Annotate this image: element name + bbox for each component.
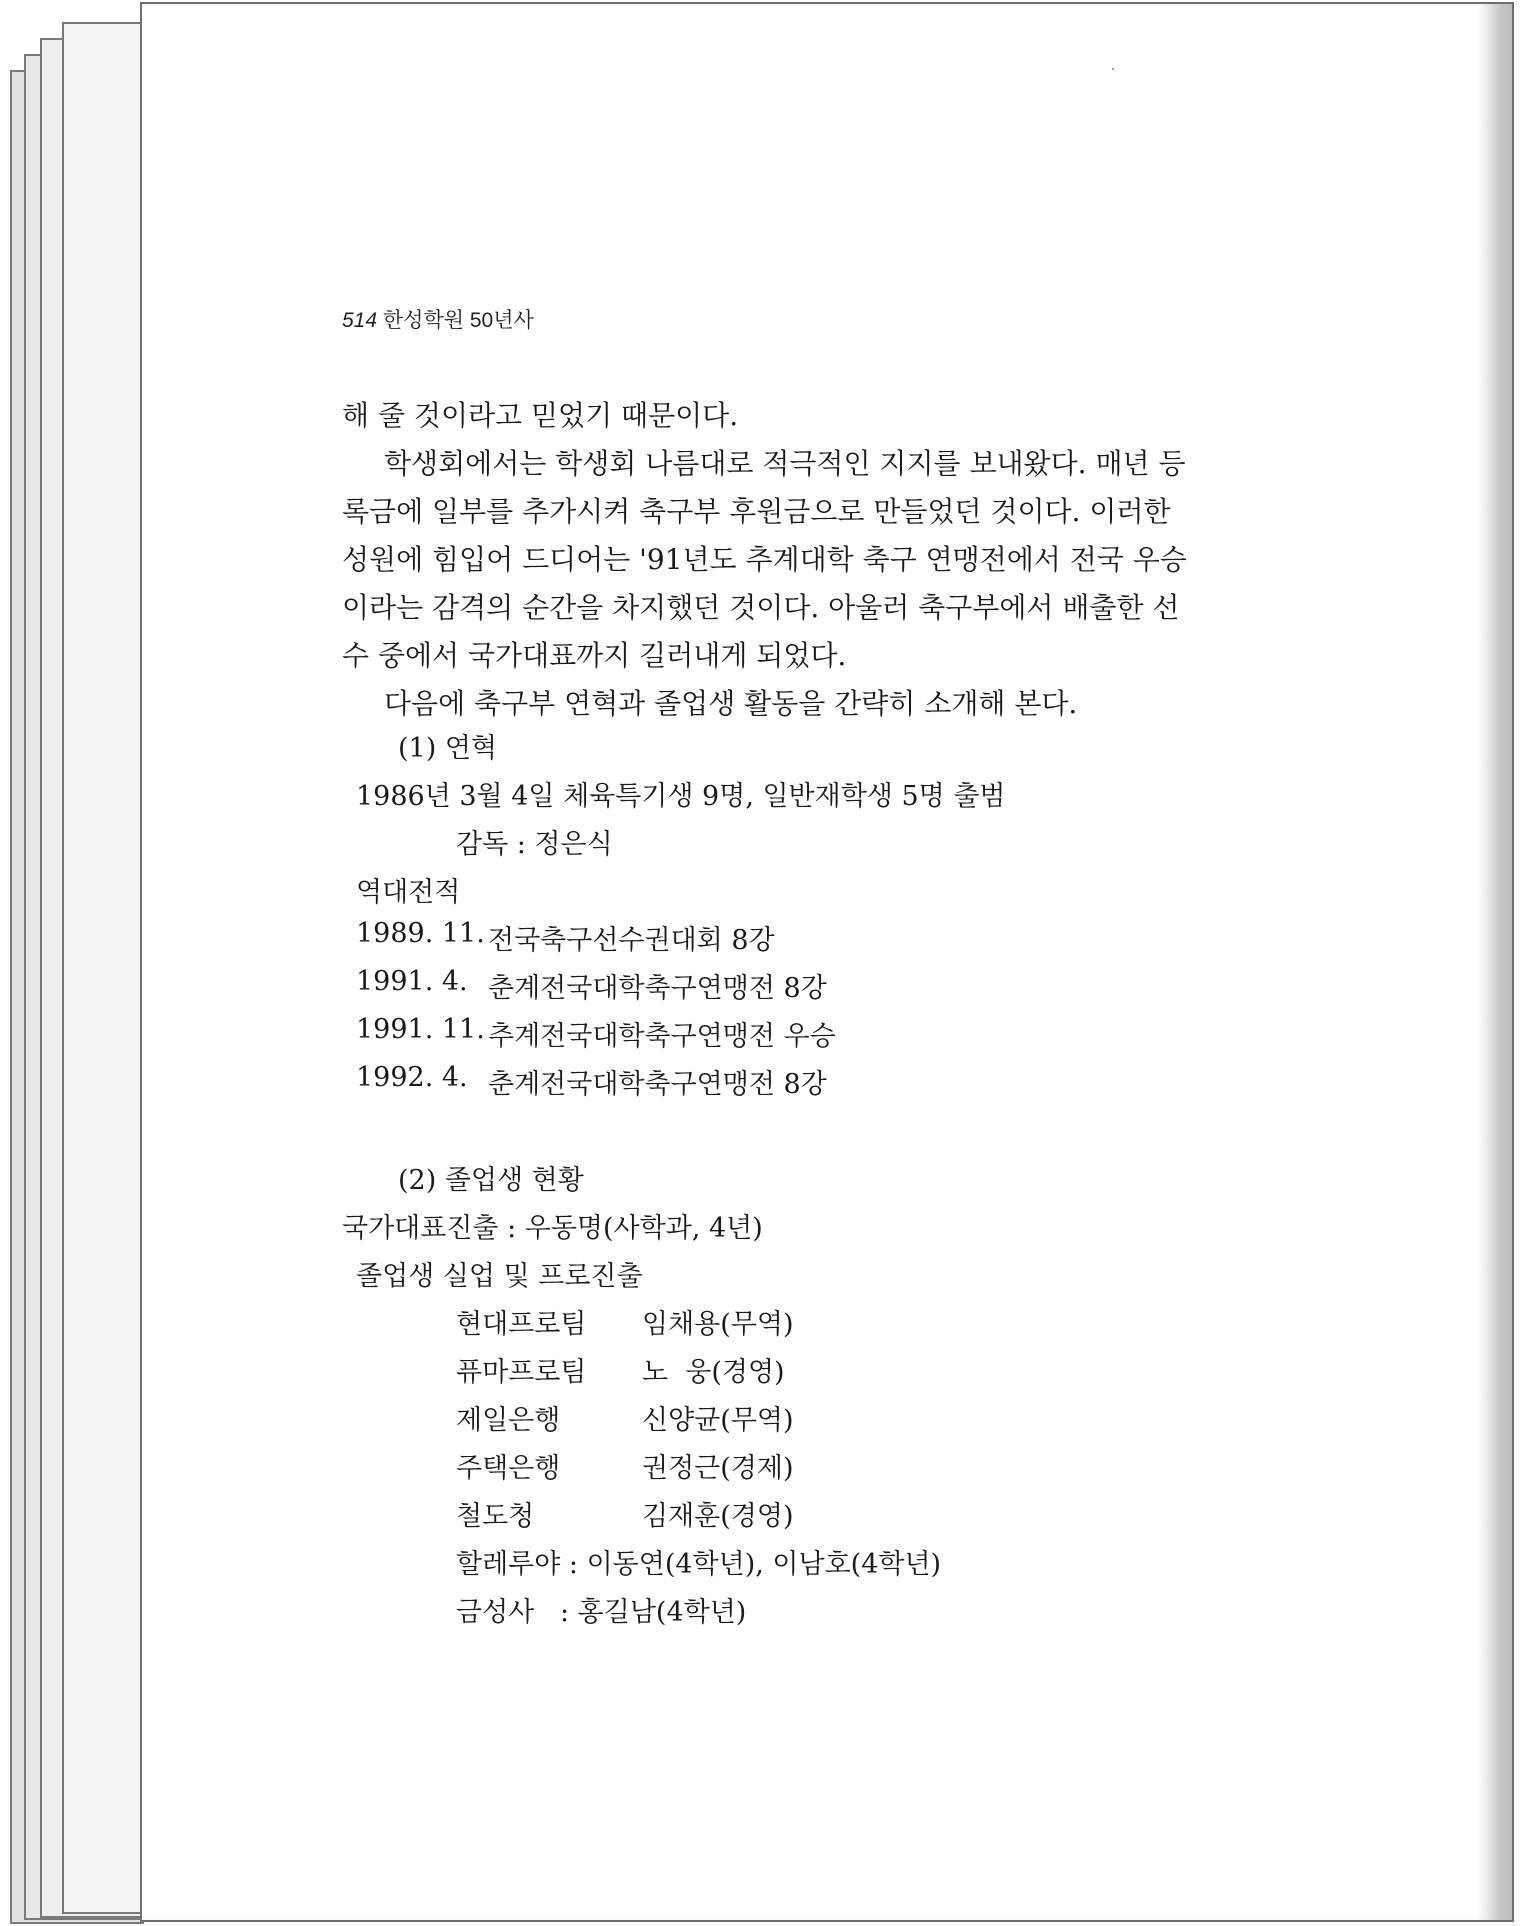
page-shadow xyxy=(1478,4,1512,1920)
paragraph-line: 이라는 감격의 순간을 차지했던 것이다. 아울러 축구부에서 배출한 선 xyxy=(342,591,1180,624)
pro-team: 철도청 xyxy=(456,1501,535,1532)
records-heading: 역대전적 xyxy=(356,877,461,908)
pro-row xyxy=(456,1350,785,1389)
record-row xyxy=(356,966,827,1004)
kumsung-line: 금성사 : 홍길남(4학년) xyxy=(456,1597,747,1628)
history-heading: (1) 연혁 xyxy=(398,733,497,764)
pro-row xyxy=(456,1398,794,1437)
record-event: 춘계전국대학축구연맹전 8강 xyxy=(488,1069,827,1100)
paragraph-line: 성원에 힘입어 드디어는 '91년도 추계대학 축구 연맹전에서 전국 우승 xyxy=(342,543,1187,576)
record-row xyxy=(356,1062,827,1100)
paragraph-line: 다음에 축구부 연혁과 졸업생 활동을 간략히 소개해 본다. xyxy=(384,687,1078,720)
running-header xyxy=(342,304,534,334)
pro-player: 김재훈(경영) xyxy=(642,1501,794,1532)
book-page-edges xyxy=(10,8,150,1926)
record-row xyxy=(356,918,775,956)
pro-row xyxy=(456,1494,794,1533)
national-team-line: 국가대표진출 : 우동명(사학과, 4년) xyxy=(342,1213,763,1244)
record-date: 1989. 11. xyxy=(356,918,485,949)
pro-team: 주택은행 xyxy=(456,1453,561,1484)
coach-line: 감독 : 정은식 xyxy=(456,829,613,860)
paragraph-line: 록금에 일부를 추가시켜 축구부 후원금으로 만들었던 것이다. 이러한 xyxy=(342,495,1171,528)
founding-line: 1986년 3월 4일 체육특기생 9명, 일반재학생 5명 출범 xyxy=(356,781,1006,812)
pro-row xyxy=(456,1302,794,1341)
pro-team: 퓨마프로팀 xyxy=(456,1357,587,1388)
pro-row xyxy=(456,1446,794,1485)
paragraph-line: 학생회에서는 학생회 나름대로 적극적인 지지를 보내왔다. 매년 등 xyxy=(384,447,1186,480)
pro-heading: 졸업생 실업 및 프로진출 xyxy=(356,1261,643,1292)
book-title: 한성학원 50년사 xyxy=(382,309,534,332)
book-page xyxy=(140,2,1514,1922)
pro-player: 노 웅(경영) xyxy=(642,1357,785,1388)
record-date: 1992. 4. xyxy=(356,1062,468,1093)
record-date: 1991. 11. xyxy=(356,1014,485,1045)
paragraph-line: 해 줄 것이라고 믿었기 때문이다. xyxy=(342,399,739,432)
record-row xyxy=(356,1014,836,1052)
pro-team: 제일은행 xyxy=(456,1405,561,1436)
record-event: 전국축구선수권대회 8강 xyxy=(488,925,775,956)
pro-player: 권정근(경제) xyxy=(642,1453,794,1484)
scan-speck xyxy=(1112,68,1114,70)
hallelujah-line: 할레루야 : 이동연(4학년), 이남호(4학년) xyxy=(456,1549,942,1580)
pro-team: 현대프로팀 xyxy=(456,1309,587,1340)
pro-player: 임채용(무역) xyxy=(642,1309,794,1340)
paragraph-line: 수 중에서 국가대표까지 길러내게 되었다. xyxy=(342,639,847,672)
record-date: 1991. 4. xyxy=(356,966,468,997)
page-number: 514 xyxy=(342,309,378,332)
record-event: 춘계전국대학축구연맹전 8강 xyxy=(488,973,827,1004)
pro-player: 신양균(무역) xyxy=(642,1405,794,1436)
graduates-heading: (2) 졸업생 현황 xyxy=(398,1165,584,1196)
body-text xyxy=(342,392,1262,728)
record-event: 추계전국대학축구연맹전 우승 xyxy=(488,1021,836,1052)
